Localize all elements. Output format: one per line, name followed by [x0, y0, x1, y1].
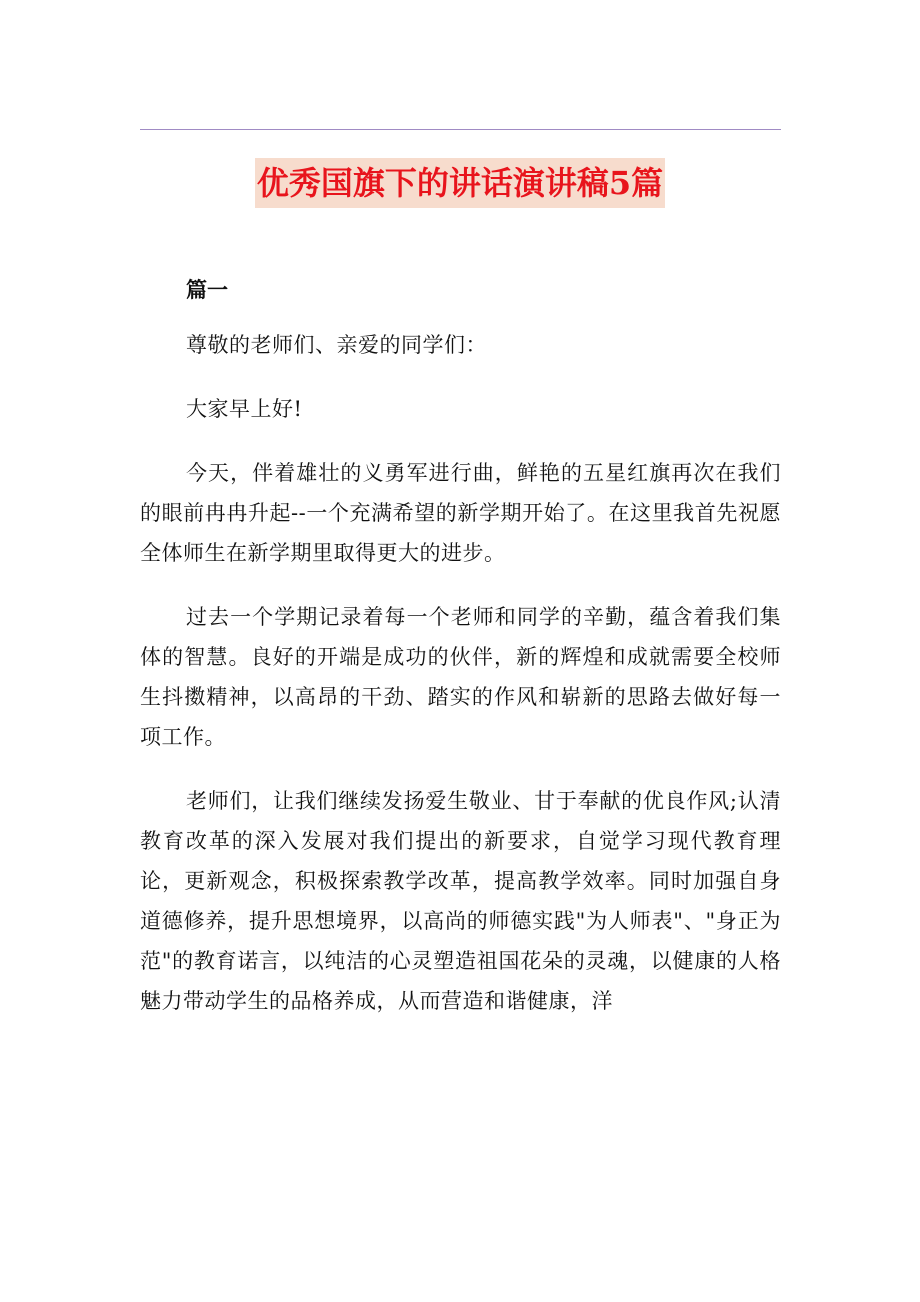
- document-title: 优秀国旗下的讲话演讲稿5篇: [255, 158, 665, 208]
- paragraph-greeting: 尊敬的老师们、亲爱的同学们：: [186, 333, 487, 357]
- header-rule: [140, 129, 781, 130]
- section-heading: 篇一: [186, 277, 228, 302]
- title-container: [0, 158, 920, 208]
- paragraph-good-morning: 大家早上好!: [186, 397, 303, 421]
- paragraph-1: 今天，伴着雄壮的义勇军进行曲，鲜艳的五星红旗再次在我们的眼前冉冉升起--一个充满希望的新学期开始了。在这里我首先祝愿全体师生在新学期里取得更大的进步。: [140, 461, 781, 565]
- paragraph-2: 过去一个学期记录着每一个老师和同学的辛勤，蕴含着我们集体的智慧。良好的开端是成功的伙伴，新的辉煌和成就需要全校师生抖擞精神，以高昂的干劲、踏实的作风和崭新的思路去做好每一项工作。: [140, 605, 781, 749]
- paragraph-3: 老师们，让我们继续发扬爱生敬业、甘于奉献的优良作风;认清教育改革的深入发展对我们提出的新要求，自觉学习现代教育理论，更新观念，积极探索教学改革，提高教学效率。同时加强自身道德修养，提升思想境界，以高尚的师德实践"为人师表"、"身正为范"的教育诺言，以纯洁的心灵塑造祖国花朵的灵魂，以健康的人格魅力带动学生的品格养成，从而营造和谐健康，洋: [140, 789, 781, 1013]
- document-body: [140, 265, 781, 1021]
